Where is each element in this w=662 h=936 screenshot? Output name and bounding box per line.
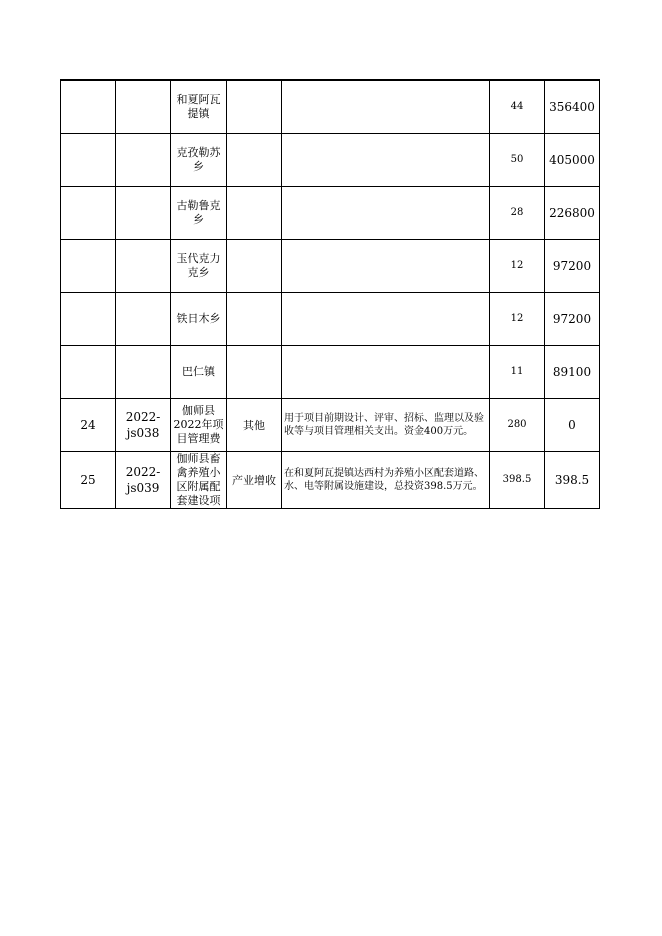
quantity-value: 398.5 [490, 451, 545, 508]
project-name: 伽师县2022年项目管理费 [171, 398, 227, 451]
table-row [61, 133, 600, 186]
project-code [116, 239, 171, 292]
project-table [60, 79, 600, 509]
amount-value: 97200 [545, 239, 600, 292]
project-category: 其他 [227, 398, 282, 451]
project-description [282, 345, 490, 398]
project-name: 伽师县畜禽养殖小区附属配套建设项 [171, 451, 227, 508]
project-code [116, 345, 171, 398]
project-description [282, 239, 490, 292]
project-category [227, 292, 282, 345]
project-code [116, 80, 171, 133]
project-description: 在和夏阿瓦提镇达西村为养殖小区配套道路、水、电等附属设施建设，总投资398.5万元。 [282, 451, 490, 508]
project-code [116, 292, 171, 345]
project-category [227, 186, 282, 239]
quantity-value: 28 [490, 186, 545, 239]
row-index [61, 292, 116, 345]
township-name: 巴仁镇 [171, 345, 227, 398]
table-row [61, 345, 600, 398]
project-category [227, 345, 282, 398]
row-index [61, 133, 116, 186]
row-index [61, 186, 116, 239]
table-row [61, 239, 600, 292]
row-index [61, 239, 116, 292]
project-description [282, 186, 490, 239]
table-row [61, 451, 600, 508]
amount-value: 97200 [545, 292, 600, 345]
project-description [282, 292, 490, 345]
township-name: 克孜勒苏乡 [171, 133, 227, 186]
amount-value: 0 [545, 398, 600, 451]
township-name: 和夏阿瓦提镇 [171, 80, 227, 133]
quantity-value: 12 [490, 239, 545, 292]
amount-value: 226800 [545, 186, 600, 239]
project-description [282, 133, 490, 186]
row-index [61, 345, 116, 398]
table-row [61, 186, 600, 239]
project-code [116, 186, 171, 239]
project-category: 产业增收 [227, 451, 282, 508]
table-row [61, 80, 600, 133]
amount-value: 89100 [545, 345, 600, 398]
project-description [282, 80, 490, 133]
township-name: 玉代克力克乡 [171, 239, 227, 292]
row-index: 24 [61, 398, 116, 451]
project-code: 2022-js038 [116, 398, 171, 451]
quantity-value: 280 [490, 398, 545, 451]
amount-value: 405000 [545, 133, 600, 186]
project-code [116, 133, 171, 186]
table-row [61, 292, 600, 345]
quantity-value: 50 [490, 133, 545, 186]
quantity-value: 11 [490, 345, 545, 398]
amount-value: 356400 [545, 80, 600, 133]
township-name: 铁日木乡 [171, 292, 227, 345]
row-index: 25 [61, 451, 116, 508]
row-index [61, 80, 116, 133]
township-name: 古勒鲁克乡 [171, 186, 227, 239]
quantity-value: 44 [490, 80, 545, 133]
project-category [227, 239, 282, 292]
project-category [227, 80, 282, 133]
project-category [227, 133, 282, 186]
quantity-value: 12 [490, 292, 545, 345]
project-code: 2022-js039 [116, 451, 171, 508]
amount-value: 398.5 [545, 451, 600, 508]
project-description: 用于项目前期设计、评审、招标、监理以及验收等与项目管理相关支出。资金400万元。 [282, 398, 490, 451]
table-row [61, 398, 600, 451]
